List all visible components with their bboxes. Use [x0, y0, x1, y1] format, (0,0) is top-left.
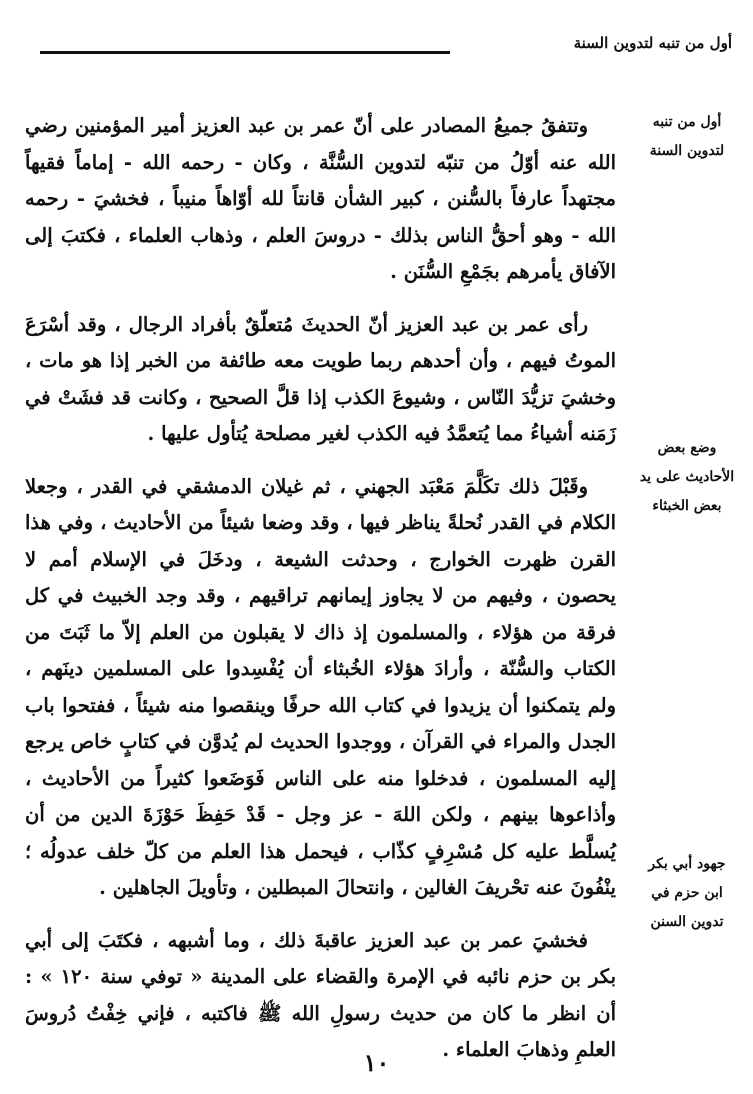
paragraph: فخشيَ عمر بن عبد العزيز عاقبةَ ذلك ، وما أشبهه ، فكتَبَ إلى أبي بكر بن حزم نائبه في الإمرة والقضاء على المدينة « توفي سنة ١٢٠ » : أن انظر ما كان من حديث رسولِ الله ﷺ فاكتبه ، فإني خِفْتُ دُروسَ العلمِ وذهابَ العلماء . — [25, 928, 616, 1061]
paragraph: رأى عمر بن عبد العزيز أنّ الحديثَ مُتعلّقٌ بأفراد الرجال ، وقد أسْرَعَ الموتُ فيهم ، وأن أحدهم ربما طويت معه طائفة من الخبر إذا هو مات ، وخشيَ تزيُّدَ النّاس ، وشيوعَ الكذب إذا قلَّ الصحيح ، وكانت قد فشَتْ في زَمَنه أشياءُ مما يُتعمَّدُ فيه الكذب لغير مصلحة يُتأول عليها . — [25, 312, 616, 445]
paragraph: وقَبْلَ ذلك تكَلَّمَ مَعْبَد الجهني ، ثم غيلان الدمشقي في القدر ، وجعلا الكلام في القدر نُحلةً يناظر فيها ، وقد وضعا شيئاً من الأحاديث ، وفي هذا القرن ظهرت الخوارج ، وحدثت الشيعة ، ودخَلَ في الإسلام أمم لا يحصون ، وفيهم من لا يجاوز إيمانهم تراقيهم ، وقد وجد الخبيث في كل فرقة من هؤلاء ، والمسلمون إذ ذاك لا يقبلون من العلم إلاّ ما ثَبَتَ من الكتاب والسُّنّة ، وأرادَ هؤلاء الخُبثاء أن يُفْسِدوا على المسلمين دينَهم ، ولم يتمكنوا أن يزيدوا في كتاب الله حرفًا وينقصوا منه شيئاً ، ففتحوا باب الجدل والمراء في القرآن ، ووجدوا الحديث لم يُدوَّن في كتابٍ خاص يرجع إليه المسلمون ، فدخلوا منه على الناس فَوَضَعوا كثيراً من الأحاديث ، وأذاعوها بينهم ، ولكن اللهَ - عز وجل - قَدْ حَفِظَ حَوْزَةَ الدين من أن يُسلَّط عليه كل مُسْرِفٍ كذّاب ، فيحمل هذا العلم من كلّ خلف عدولُه ؛ ينْفُونَ عنه تحْريفَ الغالين ، وانتحالَ المبطلين ، وتأويلَ الجاهلين . — [25, 474, 616, 899]
header-rule — [40, 51, 450, 54]
main-text — [25, 108, 616, 1085]
sidenote-ibn-hazm-efforts: جهود أبي بكر ابن حزم في تدوين السنن — [648, 856, 726, 930]
sidenote-fabricated-hadith: وضع بعض الأحاديث على يد بعض الخبثاء — [639, 440, 735, 514]
running-header — [40, 34, 732, 58]
paragraph: وتتفقُ جميعُ المصادر على أنّ عمر بن عبد العزيز أمير المؤمنين رضي الله عنه أوّلُ من تنبّه لتدوين السُّنَّة ، وكان - رحمه الله - إماماً فقيهاً مجتهداً عارفاً بالسُّنن ، كبير الشأن قانتاً لله أوّاهاً منيباً ، فخشيَ - رحمه الله - وهو أحقُّ الناس بذلك - دروسَ العلم ، وذهاب العلماء ، فكتبَ إلى الآفاق يأمرهم بجَمْعِ السُّنَن . — [25, 114, 616, 283]
page-number: ١٠ — [363, 1048, 390, 1077]
header-title: أول من تنبه لتدوين السنة — [573, 34, 732, 52]
sidenote-first-to-record-sunnah: أول من تنبه لتدوين السنة — [649, 114, 725, 159]
